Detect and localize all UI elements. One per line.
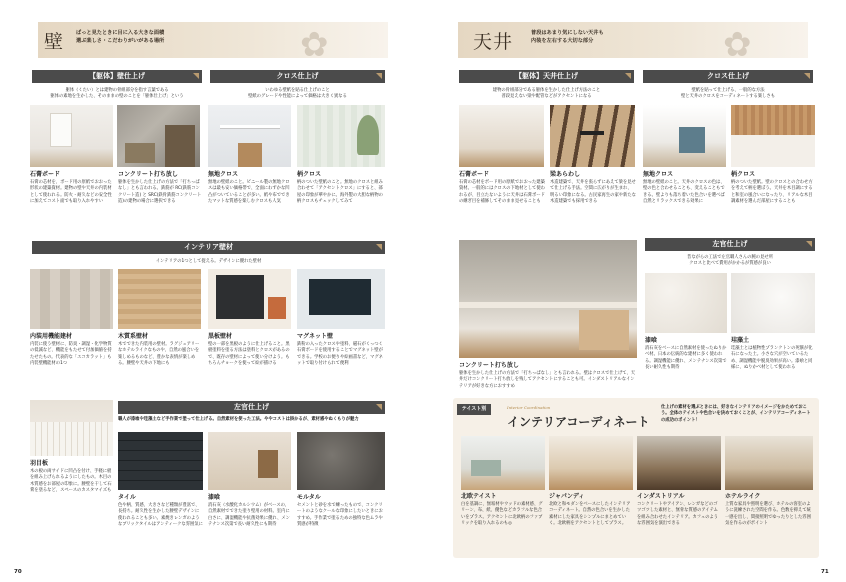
plaster-wall-intro: 職人が漆喰や珪藻土など手作業で塗って仕上げる。自然素材を使った工法。ややコストは掛かるが、素材感やぬくもりが魅力: [118, 417, 359, 422]
cloth-ceiling-intro: 壁紙を貼って仕上げる、一般的な方法 壁と天井のクロスをコーディネートする楽しさも: [680, 88, 776, 100]
photo-ceiling-plain-cloth: [643, 105, 726, 167]
desc-functional-wall: 内装に使う壁材に、防臭・調湿・化学物質の低減など、機能をもたせて付加価値を持たせたもの。代表的な「エコカラット」も内装壁機能材の1つ: [30, 342, 112, 367]
photo-ceiling-gypsum: [459, 105, 544, 167]
photo-mortar: [297, 432, 385, 490]
desc-mortar: セメントと砂を水で練ったもので、コンクリートのようなクールな印象にしたいときにおすすめ。手作業で塗るための独特な色ムラや質感が特徴: [297, 503, 383, 528]
label-diatomaceous: 珪藻土: [731, 337, 750, 344]
label-wood-paneling: 羽目板: [30, 460, 49, 467]
ceiling-page-title: 天井: [473, 31, 514, 53]
desc-ceiling-shikkui: 消石灰をベースに自然素材を使ったぬりかべ材。日本の伝統的な建材に多く使われる。調湿機能に優れ、メンテナンス次第で長い耐久性も期待: [645, 346, 727, 371]
label-exposed-beams: 梁あらわし: [550, 171, 581, 178]
desc-industrial: コンクリートやアイアン、レンガなどのゴツゴツした素材と、無骨な質感のアイテムを組み合わせたインテリア。カフェのような雰囲気を演出できる: [637, 502, 719, 527]
label-wooden-wall: 木質系壁材: [118, 333, 149, 340]
desc-magnet-wall: 鉄粉の入ったクロスや塗料、磁石がくっつく石膏ボードを使用することでマグネット壁ができる。学校のお便りや絵画書など、マグネットで取り付けられて便利: [297, 342, 383, 367]
photo-wood-paneling: [30, 400, 113, 456]
kutai-wall-intro: 躯体（くたい）とは建物の骨組部分を指す言葉である 躯体の素地を生かした、そのままの壁のことを「躯体仕上げ」という: [50, 88, 184, 100]
photo-blackboard-wall: [208, 269, 291, 329]
kutai-ceiling-intro: 建物の骨組部分である躯体を生かした仕上げ方法のこと 普段見えない梁や配管などがアクセントになる: [492, 88, 601, 100]
photo-tile: [118, 432, 203, 490]
photo-diatomaceous: [731, 273, 815, 333]
label-ceiling-gypsum: 石膏ボード: [459, 171, 490, 178]
photo-ceiling-shikkui: [645, 273, 727, 333]
label-patterned-cloth: 柄クロス: [297, 171, 322, 178]
desc-wood-paneling: 木の板の両サイドに凹凸を付け、手軽に板を組み上げられるようにしたもの。木目の木質感をお部屋の印象に。腰壁を干して石膏を塗るなど、スペースのカスタマイズも: [30, 469, 112, 494]
desc-concrete-wall: 躯体を生かした仕上げの方法で「打ちっぱなし」とも言われる。鉄筋が RC(鉄筋コンクリート造) と SRC(鉄骨鉄筋コンクリート造)の建物の場合に選択できる: [118, 180, 202, 205]
plaster-ceiling-section-title: 左官仕上げ: [645, 238, 815, 251]
kutai-wall-section-title: 【躯体】壁仕上げ: [32, 70, 202, 83]
coordination-en-title: Interior Coordination: [507, 405, 551, 410]
label-blackboard-wall: 黒板壁材: [208, 333, 233, 340]
coordination-lead: 仕上げの素材を選ぶときには、好きなインテリアのイメージをかためておこう。全体のテイストや色合いを決めておくことが、インテリアコーディネートの成功のポイント！: [661, 405, 811, 423]
desc-ceiling-plain-cloth: 無地の壁紙のこと。天井のクロスの色は、壁の色と合わせることも、変えることもできる。壁よりも落ち着いた色合いを選べば自然とリラックスできる効果に: [643, 180, 725, 205]
wall-header-subtitle: ぱっと見たときに目に入る大きな面積 選ぶ楽しさ・こだわりがいがある場所: [76, 30, 165, 44]
photo-ceiling-concrete: [459, 240, 637, 358]
photo-nordic: [461, 436, 545, 490]
label-mortar: モルタル: [297, 494, 321, 501]
desc-patterned-cloth: 柄のついた壁紙のこと。無地のクロスと組み合わせて「アクセントクロス」にすると、部屋の印象が華やかに。海外製の大胆な柄物の柄クロスもチェックしてみて: [297, 180, 383, 205]
interior-wall-section-title: インテリア壁材: [32, 241, 385, 254]
photo-exposed-beams: [550, 105, 635, 167]
label-concrete-wall: コンクリート打ち放し: [118, 171, 178, 178]
desc-plain-cloth: 無地の壁紙のこと。ビニール製の無地クロスは最も安い価格帯で、全面にわずかな凹凸がついていることが多い。紙や布でできたマットな質感を楽しむクロスも人気: [208, 180, 290, 205]
label-ceiling-shikkui: 漆喰: [645, 337, 658, 344]
label-hotel-like: ホテルライク: [725, 493, 761, 500]
label-gypsum-board: 石膏ボード: [30, 171, 61, 178]
label-ceiling-plain-cloth: 無地クロス: [643, 171, 674, 178]
desc-nordic: 白を基調に、無垢材やウッドの素材感、グリーン、布、紙、優色などカラフルな色合いをプラス。アクセントに北欧柄のファブリックを取り入れるのも◎: [461, 502, 543, 527]
cloth-wall-section-title: クロス仕上げ: [210, 70, 385, 83]
kutai-ceiling-section-title: 【躯体】天井仕上げ: [459, 70, 634, 83]
desc-ceiling-concrete: 躯体を生かした仕上げの方法で「打ちっぱなし」とも言われる。壁はクロスで仕上げて、天井だけコンクリート打ち放しを残してアクセントにすることも可。インダストリアルなインテリアが好きな方におすすめ: [459, 371, 636, 389]
label-magnet-wall: マグネット壁: [297, 333, 333, 340]
photo-shikkui: [208, 432, 291, 490]
wall-page-title: 壁: [44, 31, 65, 53]
right-page: [423, 0, 846, 582]
desc-ceiling-gypsum: 石膏の芯材をボード用の原紙でおおった建築資材。一般的にはクロスの下地材として使われるが、目立たないように天井は石膏ボードの継ぎ目を補修してそのまま見せることも: [459, 180, 545, 205]
desc-tile: 色や柄、質感、大きさなど種類が豊富で、長持ち。耐久性を生かした腰壁デザインに使われることも多い。素焼きレンガのようなブリックタイルはアンティークな雰囲気に: [118, 503, 203, 528]
cloth-ceiling-section-title: クロス仕上げ: [643, 70, 813, 83]
label-functional-wall: 内装用機能建材: [30, 333, 73, 340]
photo-plain-cloth: [208, 105, 291, 167]
label-nordic: 北欧テイスト: [461, 493, 497, 500]
desc-hotel-like: 上質な家具や照明を選び、ホテルの客室のように洗練された空間を作る。色数を抑えて統一感を出し、間接照明でゆったりとした雰囲気を作るのがポイント: [725, 502, 811, 527]
photo-concrete-wall: [117, 105, 200, 167]
label-tile: タイル: [118, 494, 136, 501]
coordination-title: インテリアコーディネート: [507, 415, 650, 429]
ornament-icon: ✿: [300, 25, 329, 65]
desc-shikkui-wall: 消石灰（水酸化カルシウム）がベースの、自然素材でできた塗り壁用の材料。室内に白さに、調湿機能や抗菌効果に優れ、メンテナンス次第で長い耐久性にも期待: [208, 503, 290, 528]
desc-japandi: 北欧と和モダンをベースにしたインテリアコーディネート。自然の色合いを生かした素材にした家具をシンプルにまとめていく。北欧柄をアクセントとしてプラス。: [549, 502, 631, 527]
photo-functional-wall: [30, 269, 113, 329]
photo-gypsum-board: [30, 105, 113, 167]
label-shikkui-wall: 漆喰: [208, 494, 221, 501]
cloth-wall-intro: いわゆる壁紙を貼る仕上げのこと 壁紙のグレードや性能によって価格は大きく異なる: [248, 88, 347, 100]
label-plain-cloth: 無地クロス: [208, 171, 239, 178]
desc-blackboard-wall: 壁の一部を黒板のように仕上げること。黒板塗料を塗る方法は塗料とクロスがあるので、既存の壁材によって使い分けよう。もちろんチョークを使って絵が描ける: [208, 342, 290, 367]
label-ceiling-concrete: コンクリート打ち放し: [459, 362, 519, 369]
label-industrial: インダストリアル: [637, 493, 685, 500]
taste-tag: テイスト別: [457, 404, 491, 415]
ornament-icon: ✿: [723, 25, 752, 65]
desc-diatomaceous: 珪藻土とは植物性プランクトンの死骸が化石になった土。小さな穴が空いているため、調湿機能や脱臭効果が高い。漆喰と同様に、ぬりかべ材として使われる: [731, 346, 813, 371]
photo-patterned-cloth: [297, 105, 385, 167]
page-number: 71: [821, 569, 829, 575]
plaster-wall-section-title: 左官仕上げ: [118, 401, 385, 414]
page-number: 70: [14, 569, 22, 575]
desc-wooden-wall: 木でできた内装用の壁材。ラグジュアリーなホテルライクなものや、自然の風合いを楽しめるものなど、豊かな表情が楽しめる。腰壁や天井の下地にも: [118, 342, 200, 367]
label-japandi: ジャパンディ: [549, 493, 585, 500]
label-ceiling-patterned-cloth: 柄クロス: [731, 171, 756, 178]
interior-wall-intro: インテリアの1つとして捉える。デザインに優れた壁材: [155, 259, 262, 264]
ceiling-header-subtitle: 普段はあまり気にしない天井も 内装を左右する大切な部分: [531, 30, 604, 44]
photo-magnet-wall: [297, 269, 385, 329]
photo-industrial: [637, 436, 721, 490]
plaster-ceiling-intro: 昔ながらの工法で左官職人さんの腕の見せ所 クロスと比べて費用がかかるが質感が良い: [687, 255, 773, 267]
photo-ceiling-patterned-cloth: [731, 105, 815, 167]
photo-japandi: [549, 436, 633, 490]
photo-hotel-like: [725, 436, 813, 490]
photo-wooden-wall: [118, 269, 201, 329]
desc-ceiling-patterned-cloth: 柄のついた壁紙。壁のクロスとの合わせ方を考えて柄を選ぼう。天井を木目調にすると和室の風合いになったり、リアルな木目調素材を選んだ部屋にすることも: [731, 180, 813, 205]
desc-gypsum-board: 石膏の芯材を、ボード用の原紙でおおった形状の建築資材。建物の壁や天井の内装材として使われる。防火・耐久などの安全性に加えてコスト面でも取り入れやすい: [30, 180, 112, 205]
desc-exposed-beams: 木造建築で、天井を張らずにあえて梁を見せて仕上げる手法。空間に広がりが生まれ、明るい印象になる。古民家再生の家や新たな木造建築でも採用できる: [550, 180, 636, 205]
